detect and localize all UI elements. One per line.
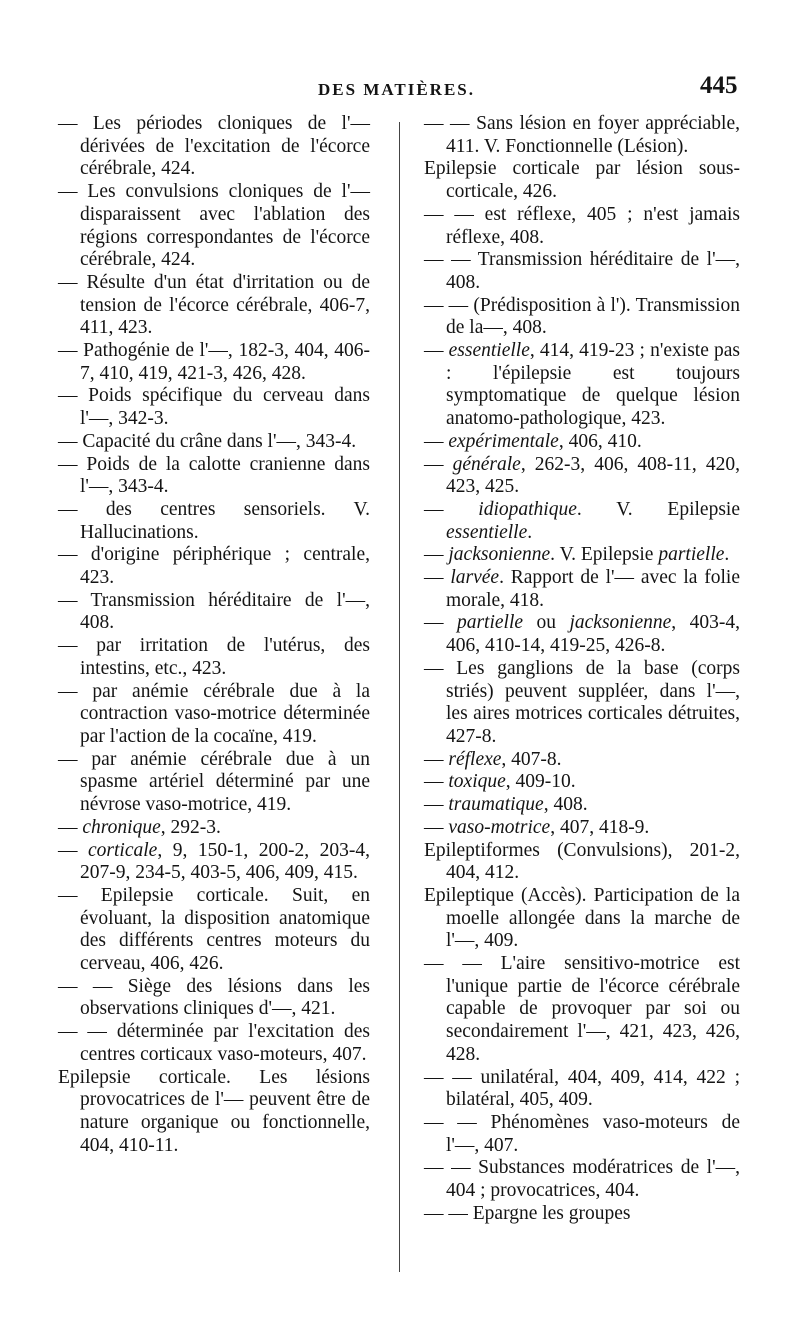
entry-text: , 407-8. xyxy=(501,748,562,770)
entry-term: générale xyxy=(452,453,521,475)
index-entry xyxy=(424,249,740,294)
entry-text: — Transmission héréditaire de l'—, 408. xyxy=(58,589,370,634)
entry-text: Epilepsie corticale. Les lésions provocatrices de l'— peuvent être de nature organique ou fonctionnelle, 404, 410-11. xyxy=(58,1066,370,1156)
entry-term: expérimentale xyxy=(448,430,559,452)
entry-text: , 403-4, 406, 410-14, 419-25, 426-8. xyxy=(446,612,740,657)
entry-dash: — xyxy=(424,567,451,589)
entry-text: — — Epargne les groupes xyxy=(424,1202,631,1224)
entry-term: vaso-motrice xyxy=(448,816,551,838)
index-entry xyxy=(424,1203,740,1226)
index-entry xyxy=(58,431,370,454)
index-entry xyxy=(424,204,740,249)
entry-text: — Epilepsie corticale. Suit, en évoluant, la disposition anatomique des différents centres moteurs du cerveau, 406, 426. xyxy=(58,884,370,975)
entry-term: jacksonienne xyxy=(448,544,551,566)
index-entry xyxy=(58,590,370,635)
entry-term: traumatique xyxy=(448,794,544,816)
index-entry xyxy=(58,1067,370,1158)
entry-text: Epileptique (Accès). Participation de la moelle allongée dans la marche de l'—, 409. xyxy=(424,884,740,952)
running-title: DES MATIÈRES. xyxy=(318,80,475,99)
index-entry xyxy=(58,885,370,976)
index-entry xyxy=(58,454,370,499)
entry-text: . V. Epilepsie xyxy=(576,498,740,520)
entry-term: chronique xyxy=(82,816,161,838)
entry-dash: — xyxy=(424,498,479,520)
entry-dash: — xyxy=(424,748,449,770)
entry-dash: — xyxy=(424,340,449,362)
index-entry xyxy=(58,840,370,885)
entry-term: partielle xyxy=(456,612,524,634)
index-entry xyxy=(424,953,740,1067)
entry-term: toxique xyxy=(448,771,506,793)
index-entry xyxy=(424,749,740,772)
running-header xyxy=(0,72,800,108)
entry-text: — Les périodes cloniques de l'— dérivées de l'excitation de l'écorce cérébrale, 424. xyxy=(58,113,370,180)
index-entry xyxy=(58,340,370,385)
entry-text: — Résulte d'un état d'irritation ou de tension de l'écorce cérébrale, 406-7, 411, 423. xyxy=(58,271,370,339)
index-entry xyxy=(424,454,740,499)
index-entry xyxy=(424,1157,740,1202)
entry-text: , 262-3, 406, 408-11, 420, 423, 425. xyxy=(446,453,741,498)
entry-text: — — (Prédisposition à l'). Transmission de la—, 408. xyxy=(424,294,740,339)
entry-text: . xyxy=(527,521,533,543)
index-entry xyxy=(424,794,740,817)
index-entry xyxy=(424,1067,740,1112)
index-entry xyxy=(424,1112,740,1157)
index-entry xyxy=(424,295,740,340)
entry-text: — par irritation de l'utérus, des intestins, etc., 423. xyxy=(58,635,370,679)
entry-text: — Les ganglions de la base (corps striés) peuvent suppléer, dans l'—, les aires motrices corticales détruites, 427-8. xyxy=(424,657,740,747)
entry-text: — — déterminée par l'excitation des centres corticaux vaso-moteurs, 407. xyxy=(58,1021,370,1065)
index-entry xyxy=(424,771,740,794)
index-entry xyxy=(424,544,740,567)
entry-dash: — xyxy=(424,816,449,838)
entry-dash: — xyxy=(424,544,449,566)
index-entry xyxy=(58,499,370,544)
index-entry xyxy=(58,544,370,589)
entry-term: essentielle xyxy=(446,521,528,543)
index-entry xyxy=(424,499,740,544)
index-entry xyxy=(58,385,370,430)
entry-text: — — Transmission héréditaire de l'—, 408. xyxy=(424,249,740,293)
entry-text: — — Substances modératrices de l'—, 404 ; provocatrices, 404. xyxy=(424,1157,740,1202)
index-entry xyxy=(424,658,740,749)
entry-text: . Rapport de l'— avec la folie morale, 418. xyxy=(446,567,741,611)
entry-text: , 407, 418-9. xyxy=(550,816,650,838)
entry-text: — des centres sensoriels. V. Hallucinations. xyxy=(58,498,370,543)
page-number: 445 xyxy=(700,72,738,99)
entry-text: . xyxy=(724,544,730,566)
entry-term: corticale xyxy=(88,839,158,861)
entry-text: ou xyxy=(523,612,570,634)
entry-dash: — xyxy=(424,430,449,452)
entry-dash: — xyxy=(424,612,457,634)
entry-text: — Poids de la calotte cranienne dans l'—, 343-4. xyxy=(58,453,370,498)
entry-dash: — xyxy=(58,816,83,838)
entry-text: , 409-10. xyxy=(505,771,576,793)
entry-dash: — xyxy=(424,794,449,816)
index-entry xyxy=(58,1021,370,1066)
entry-term: partielle xyxy=(658,544,725,566)
index-entry xyxy=(424,567,740,612)
entry-text: — — Sans lésion en foyer appréciable, 411. V. Fonctionnelle (Lésion). xyxy=(424,113,740,157)
entry-dash: — xyxy=(424,771,449,793)
entry-text: , 408. xyxy=(543,794,588,816)
index-entry xyxy=(424,340,740,431)
entry-text: — Capacité du crâne dans l'—, 343-4. xyxy=(58,430,357,452)
entry-dash: — xyxy=(58,839,89,861)
index-entry xyxy=(424,840,740,885)
entry-term: idiopathique xyxy=(478,498,577,520)
entry-text: — par anémie cérébrale due à un spasme artériel déterminé par une névrose vaso-motrice, 419. xyxy=(58,748,370,816)
index-entry xyxy=(58,681,370,749)
index-entry xyxy=(424,612,740,657)
entry-text: — d'origine périphérique ; centrale, 423. xyxy=(58,544,370,589)
entry-text: , 414, 419-23 ; n'existe pas : l'épilepsie est toujours symptomatique de quelque lésion anatomo-pathologique, 423. xyxy=(446,340,741,430)
index-entry xyxy=(58,113,370,181)
entry-dash: — xyxy=(424,453,453,475)
entry-text: — Les convulsions cloniques de l'— disparaissent avec l'ablation des régions correspondantes de l'écorce cérébrale, 424. xyxy=(58,181,370,271)
entry-text: — Poids spécifique du cerveau dans l'—, 342-3. xyxy=(58,385,370,430)
index-entry xyxy=(58,817,370,840)
entry-text: — — unilatéral, 404, 409, 414, 422 ; bilatéral, 405, 409. xyxy=(424,1066,740,1111)
entry-text: , 9, 150-1, 200-2, 203-4, 207-9, 234-5, 403-5, 406, 409, 415. xyxy=(80,839,370,884)
index-entry xyxy=(58,976,370,1021)
entry-term: réflexe xyxy=(448,748,502,770)
index-entry xyxy=(424,885,740,953)
index-entry xyxy=(424,817,740,840)
index-entry xyxy=(58,749,370,817)
entry-text: — par anémie cérébrale due à la contraction vaso-motrice déterminée par l'action de la cocaïne, 419. xyxy=(58,680,370,747)
entry-text: , 292-3. xyxy=(160,816,221,838)
index-entry xyxy=(424,113,740,158)
entry-term: essentielle xyxy=(448,340,530,362)
entry-term: jacksonienne xyxy=(569,612,672,634)
entry-text: , 406, 410. xyxy=(558,430,642,452)
entry-text: — — L'aire sensitivo-motrice est l'unique partie de l'écorce cérébrale capable de provoquer par soi ou secondairement l'—, 421, 423, 426, 428. xyxy=(424,953,740,1065)
entry-text: — — Phénomènes vaso-moteurs de l'—, 407. xyxy=(424,1111,740,1156)
entry-term: larvée xyxy=(450,567,500,589)
entry-text: — — est réflexe, 405 ; n'est jamais réflexe, 408. xyxy=(424,203,740,248)
index-entry xyxy=(424,431,740,454)
index-entry xyxy=(58,181,370,272)
entry-text: Epileptiformes (Convulsions), 201-2, 404, 412. xyxy=(424,839,740,884)
column-divider xyxy=(399,122,400,1272)
index-column-left xyxy=(58,113,370,1157)
entry-text: Epilepsie corticale par lésion sous-corticale, 426. xyxy=(424,158,740,203)
index-entry xyxy=(58,635,370,680)
index-entry xyxy=(58,272,370,340)
index-entry xyxy=(424,158,740,203)
index-column-right xyxy=(424,113,740,1225)
entry-text: — Pathogénie de l'—, 182-3, 404, 406-7, 410, 419, 421-3, 426, 428. xyxy=(58,340,370,384)
entry-text: . V. Epilepsie xyxy=(550,544,659,566)
entry-text: — — Siège des lésions dans les observations cliniques d'—, 421. xyxy=(58,975,370,1020)
